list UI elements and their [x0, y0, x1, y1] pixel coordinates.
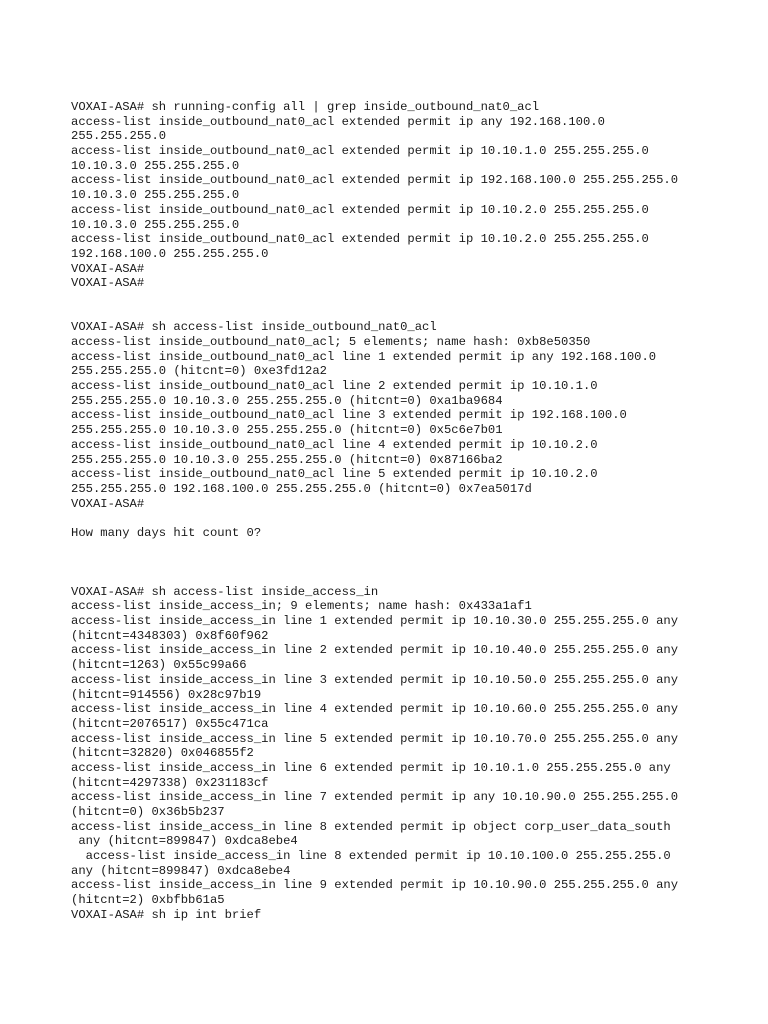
- text-line: any (hitcnt=899847) 0xdca8ebe4: [71, 834, 298, 849]
- text-line: access-list inside_outbound_nat0_acl extended permit ip 10.10.1.0 255.255.255.0: [71, 144, 649, 159]
- text-line: 255.255.255.0 (hitcnt=0) 0xe3fd12a2: [71, 364, 327, 379]
- text-line: (hitcnt=4348303) 0x8f60f962: [71, 628, 269, 643]
- text-line: 192.168.100.0 255.255.255.0: [71, 246, 269, 261]
- text-line: 10.10.3.0 255.255.255.0: [71, 158, 240, 173]
- text-line: VOXAI-ASA# sh access-list inside_outbound_nat0_acl: [71, 320, 437, 335]
- text-line: 255.255.255.0: [71, 129, 167, 144]
- text-line: VOXAI-ASA#: [71, 261, 145, 276]
- text-line: 255.255.255.0 10.10.3.0 255.255.255.0 (hitcnt=0) 0x87166ba2: [71, 452, 503, 467]
- text-line: access-list inside_outbound_nat0_acl extended permit ip 192.168.100.0 255.255.255.0: [71, 173, 679, 188]
- text-line: (hitcnt=914556) 0x28c97b19: [71, 687, 262, 702]
- text-line: access-list inside_outbound_nat0_acl line 1 extended permit ip any 192.168.100.0: [71, 349, 657, 364]
- text-line: VOXAI-ASA# sh ip int brief: [71, 907, 262, 922]
- text-line: access-list inside_outbound_nat0_acl extended permit ip 10.10.2.0 255.255.255.0: [71, 232, 649, 247]
- text-line: access-list inside_access_in line 8 extended permit ip 10.10.100.0 255.255.255.0: [71, 849, 671, 864]
- text-line: (hitcnt=32820) 0x046855f2: [71, 746, 254, 761]
- text-line: 255.255.255.0 192.168.100.0 255.255.255.0 (hitcnt=0) 0x7ea5017d: [71, 481, 532, 496]
- text-line: access-list inside_outbound_nat0_acl extended permit ip any 192.168.100.0: [71, 114, 605, 129]
- text-line: access-list inside_outbound_nat0_acl line 4 extended permit ip 10.10.2.0: [71, 437, 598, 452]
- text-line: access-list inside_access_in; 9 elements; name hash: 0x433a1af1: [71, 599, 532, 614]
- text-line: (hitcnt=2) 0xbfbb61a5: [71, 893, 225, 908]
- text-line: access-list inside_outbound_nat0_acl line 2 extended permit ip 10.10.1.0: [71, 379, 598, 394]
- text-line: access-list inside_access_in line 7 extended permit ip any 10.10.90.0 255.255.255.0: [71, 790, 679, 805]
- text-line: (hitcnt=0) 0x36b5b237: [71, 805, 225, 819]
- text-line: VOXAI-ASA# sh access-list inside_access_in: [71, 584, 379, 599]
- text-line: VOXAI-ASA# sh running-config all | grep inside_outbound_nat0_acl: [71, 100, 540, 114]
- text-line: access-list inside_access_in line 6 extended permit ip 10.10.1.0 255.255.255.0 any: [71, 760, 671, 775]
- text-line: access-list inside_outbound_nat0_acl extended permit ip 10.10.2.0 255.255.255.0: [71, 202, 649, 217]
- text-line: VOXAI-ASA#: [71, 276, 145, 291]
- running-config-output: [71, 100, 751, 291]
- text-line: 255.255.255.0 10.10.3.0 255.255.255.0 (hitcnt=0) 0x5c6e7b01: [71, 423, 503, 438]
- inside-access-in-output: [71, 585, 751, 923]
- text-line: access-list inside_outbound_nat0_acl line 5 extended permit ip 10.10.2.0: [71, 467, 598, 482]
- text-line: access-list inside_access_in line 2 extended permit ip 10.10.40.0 255.255.255.0 any: [71, 643, 679, 658]
- text-line: access-list inside_outbound_nat0_acl; 5 elements; name hash: 0xb8e50350: [71, 335, 591, 349]
- text-line: access-list inside_access_in line 3 extended permit ip 10.10.50.0 255.255.255.0 any: [71, 672, 679, 687]
- text-line: 10.10.3.0 255.255.255.0: [71, 217, 240, 232]
- text-line: any (hitcnt=899847) 0xdca8ebe4: [71, 863, 291, 878]
- text-line: 10.10.3.0 255.255.255.0: [71, 188, 240, 203]
- document-page: [71, 100, 751, 923]
- text-line: (hitcnt=4297338) 0x231183cf: [71, 775, 269, 790]
- text-line: access-list inside_access_in line 4 extended permit ip 10.10.60.0 255.255.255.0 any: [71, 702, 679, 717]
- text-line: (hitcnt=1263) 0x55c99a66: [71, 658, 247, 673]
- question-text: How many days hit count 0?: [71, 525, 262, 540]
- text-line: access-list inside_access_in line 5 extended permit ip 10.10.70.0 255.255.255.0 any: [71, 731, 679, 746]
- text-line: access-list inside_access_in line 8 extended permit ip object corp_user_data_south: [71, 819, 671, 834]
- text-line: 255.255.255.0 10.10.3.0 255.255.255.0 (hitcnt=0) 0xa1ba9684: [71, 393, 503, 408]
- text-line: VOXAI-ASA#: [71, 496, 145, 511]
- nat0-acl-output: [71, 320, 751, 511]
- text-line: access-list inside_access_in line 1 extended permit ip 10.10.30.0 255.255.255.0 any: [71, 614, 679, 629]
- text-line: (hitcnt=2076517) 0x55c471ca: [71, 716, 269, 731]
- text-line: access-list inside_outbound_nat0_acl line 3 extended permit ip 192.168.100.0: [71, 408, 627, 423]
- text-line: access-list inside_access_in line 9 extended permit ip 10.10.90.0 255.255.255.0 any: [71, 878, 679, 893]
